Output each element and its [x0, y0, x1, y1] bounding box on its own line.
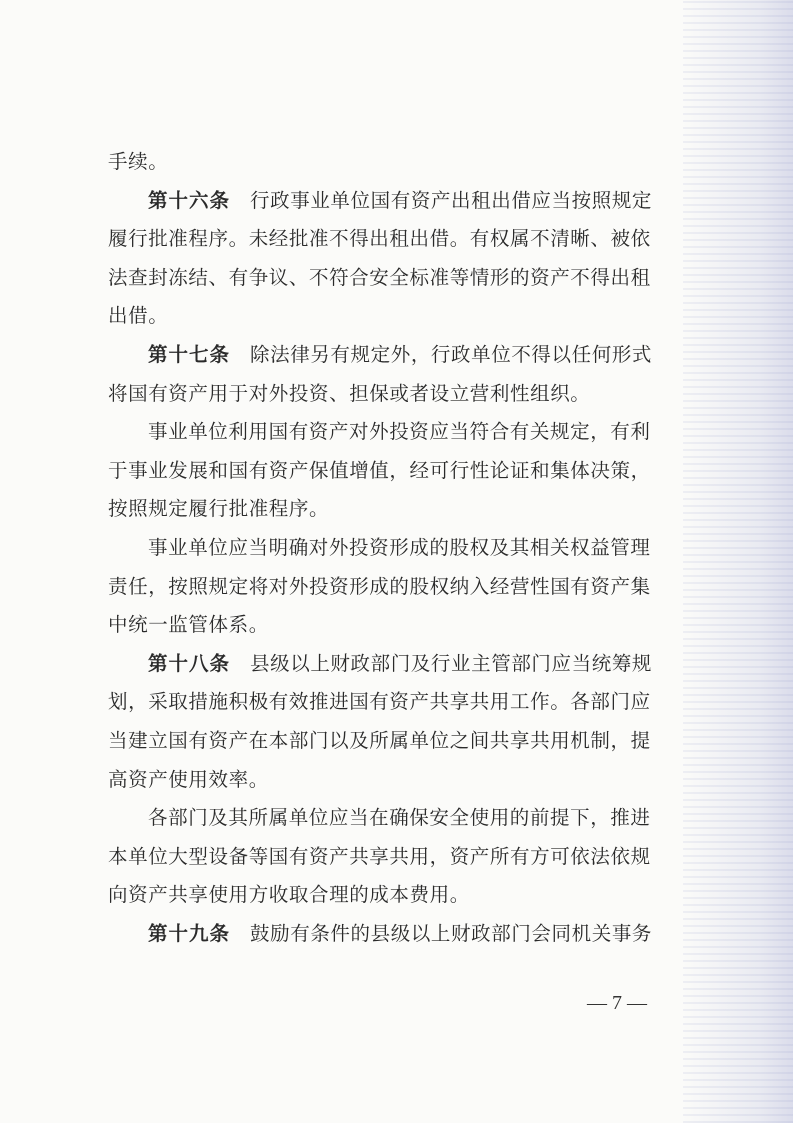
article-number: 第十七条	[148, 342, 231, 366]
paragraph-line: 当建立国有资产在本部门以及所属单位之间共享共用机制，提	[108, 728, 651, 752]
paragraph-line: 划，采取措施积极有效推进国有资产共享共用工作。各部门应	[108, 690, 651, 714]
paragraph-line: 向资产共享使用方收取合理的成本费用。	[108, 883, 470, 907]
paragraph-line: 中统一监管体系。	[108, 613, 269, 637]
paragraph-line: 履行批准程序。未经批准不得出租出借。有权属不清晰、被依	[108, 227, 651, 251]
paragraph-line: 手续。	[108, 150, 169, 173]
article-heading-line: 第十九条 鼓励有条件的县级以上财政部门会同机关事务	[148, 921, 653, 945]
paragraph-line: 于事业发展和国有资产保值增值，经可行性论证和集体决策，	[108, 458, 651, 482]
paragraph-line: 将国有资产用于对外投资、担保或者设立营利性组织。	[108, 381, 591, 405]
paragraph-line: 各部门及其所属单位应当在确保安全使用的前提下，推进	[148, 806, 651, 830]
paragraph-line: 事业单位应当明确对外投资形成的股权及其相关权益管理	[148, 535, 651, 559]
scan-edge-artifact	[683, 0, 793, 1123]
page-number: — 7 —	[587, 992, 647, 1014]
paragraph-line: 出借。	[108, 304, 169, 328]
article-heading-line: 第十六条 行政事业单位国有资产出租出借应当按照规定	[148, 188, 653, 212]
paragraph-line: 法查封冻结、有争议、不符合安全标准等情形的资产不得出租	[108, 265, 651, 289]
document-body	[108, 143, 658, 953]
paragraph-line: 事业单位利用国有资产对外投资应当符合有关规定，有利	[148, 420, 651, 444]
article-number: 第十九条	[148, 921, 231, 945]
paragraph-line: 高资产使用效率。	[108, 767, 269, 791]
paragraph-line: 责任，按照规定将对外投资形成的股权纳入经营性国有资产集	[108, 574, 651, 598]
article-number: 第十八条	[148, 651, 231, 675]
paragraph-line: 按照规定履行批准程序。	[108, 497, 330, 521]
paragraph-line: 本单位大型设备等国有资产共享共用，资产所有方可依法依规	[108, 844, 651, 868]
article-heading-line: 第十七条 除法律另有规定外，行政单位不得以任何形式	[148, 342, 653, 366]
article-heading-line: 第十八条 县级以上财政部门及行业主管部门应当统筹规	[148, 651, 653, 675]
article-number: 第十六条	[148, 188, 231, 212]
